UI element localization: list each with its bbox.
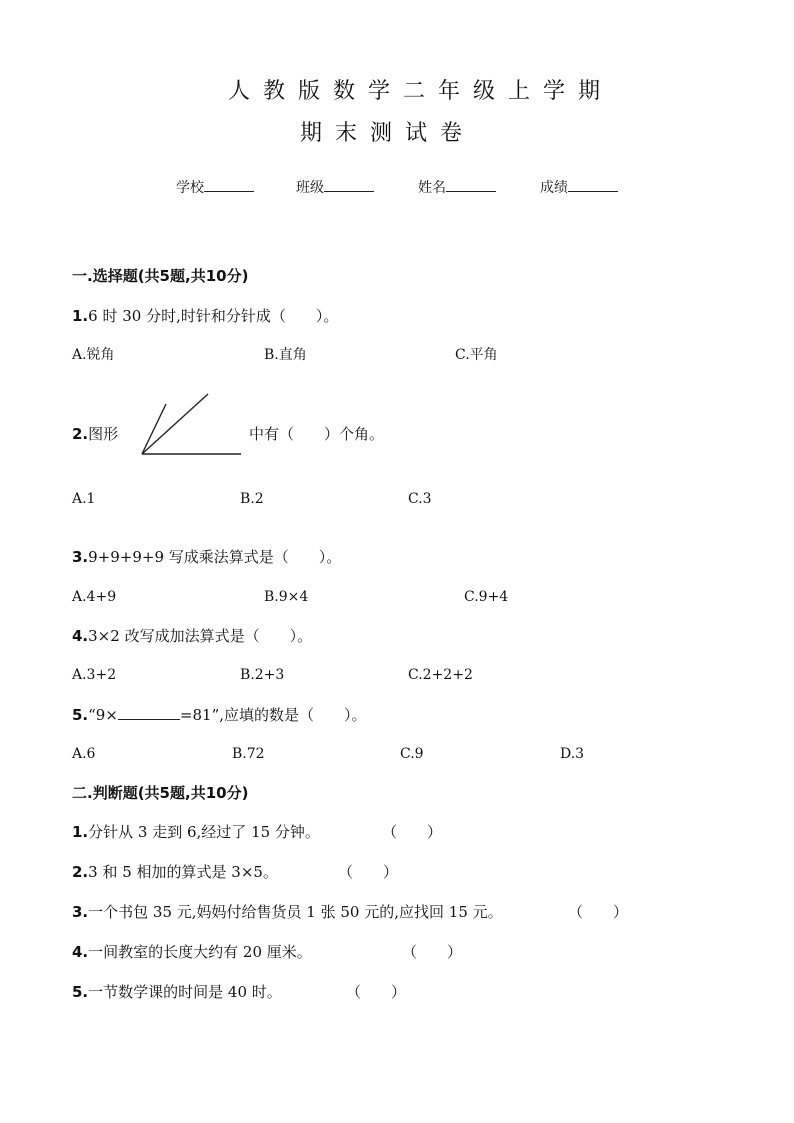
q5-option-a[interactable]: A.6 <box>72 746 96 762</box>
question-3 <box>72 547 341 567</box>
q1-option-a[interactable]: A.锐角 <box>72 347 115 363</box>
school-field[interactable] <box>176 177 254 198</box>
item-number: 2. <box>72 863 89 881</box>
question-number: 3. <box>72 548 89 566</box>
score-label: 成绩 <box>540 180 568 196</box>
question-text-after: =81”,应填的数是（ ）。 <box>179 706 367 724</box>
score-blank[interactable] <box>568 177 618 192</box>
class-blank[interactable] <box>324 177 374 192</box>
judge-item-4 <box>72 942 312 962</box>
question-text: 9+9+9+9 写成乘法算式是（ ）。 <box>88 548 342 566</box>
question-5 <box>72 705 367 725</box>
judge-item-3 <box>72 902 503 922</box>
judge-bracket-2[interactable]: （ ） <box>338 863 399 881</box>
q3-option-c[interactable]: C.9+4 <box>464 589 509 605</box>
school-blank[interactable] <box>204 177 254 192</box>
school-label: 学校 <box>176 180 204 196</box>
question-text-before: “9× <box>88 706 118 724</box>
class-field[interactable] <box>296 177 374 198</box>
class-label: 班级 <box>296 180 324 196</box>
q4-option-a[interactable]: A.3+2 <box>72 667 117 683</box>
judge-item-1 <box>72 822 320 842</box>
q5-option-b[interactable]: B.72 <box>232 746 265 762</box>
name-blank[interactable] <box>446 177 496 192</box>
q4-option-c[interactable]: C.2+2+2 <box>408 667 473 683</box>
item-text: 分针从 3 走到 6,经过了 15 分钟。 <box>88 823 320 841</box>
q2-option-c[interactable]: C.3 <box>408 491 432 507</box>
q1-option-b[interactable]: B.直角 <box>264 347 307 363</box>
item-number: 3. <box>72 903 89 921</box>
name-field[interactable] <box>418 177 496 198</box>
question-number: 5. <box>72 706 89 724</box>
question-number: 4. <box>72 627 89 645</box>
page-subtitle: 期末测试卷 <box>300 121 476 146</box>
item-text: 一间教室的长度大约有 20 厘米。 <box>88 943 312 961</box>
item-number: 4. <box>72 943 89 961</box>
judge-bracket-1[interactable]: （ ） <box>382 823 443 841</box>
q3-option-a[interactable]: A.4+9 <box>72 589 117 605</box>
question-text: 6 时 30 分时,时针和分针成（ ）。 <box>88 307 339 325</box>
name-label: 姓名 <box>418 180 446 196</box>
answer-blank[interactable] <box>118 705 180 720</box>
q2-option-a[interactable]: A.1 <box>72 491 96 507</box>
q2-option-b[interactable]: B.2 <box>240 491 264 507</box>
question-2-after: 中有（ ）个角。 <box>249 425 385 443</box>
item-number: 5. <box>72 983 89 1001</box>
item-text: 一个书包 35 元,妈妈付给售货员 1 张 50 元的,应找回 15 元。 <box>88 903 503 921</box>
section1-heading: 一.选择题(共5题,共10分) <box>72 267 249 285</box>
question-4 <box>72 626 312 646</box>
question-number: 1. <box>72 307 89 325</box>
page-title: 人教版数学二年级上学期 <box>228 79 614 104</box>
q5-option-d[interactable]: D.3 <box>560 746 585 762</box>
judge-bracket-5[interactable]: （ ） <box>346 983 407 1001</box>
question-2 <box>72 424 118 444</box>
question-1 <box>72 306 338 326</box>
q4-option-b[interactable]: B.2+3 <box>240 667 285 683</box>
score-field[interactable] <box>540 177 618 198</box>
question-number: 2. <box>72 425 89 443</box>
judge-bracket-3[interactable]: （ ） <box>568 903 629 921</box>
q1-option-c[interactable]: C.平角 <box>455 347 498 363</box>
section2-heading: 二.判断题(共5题,共10分) <box>72 784 249 802</box>
judge-bracket-4[interactable]: （ ） <box>402 943 463 961</box>
q3-option-b[interactable]: B.9×4 <box>264 589 309 605</box>
judge-item-2 <box>72 862 278 882</box>
item-text: 3 和 5 相加的算式是 3×5。 <box>88 863 278 881</box>
question-text: 3×2 改写成加法算式是（ ）。 <box>88 627 313 645</box>
item-text: 一节数学课的时间是 40 时。 <box>88 983 282 1001</box>
judge-item-5 <box>72 982 282 1002</box>
item-number: 1. <box>72 823 89 841</box>
angle-figure <box>136 390 246 460</box>
question-text-before: 图形 <box>88 425 119 443</box>
q5-option-c[interactable]: C.9 <box>400 746 424 762</box>
